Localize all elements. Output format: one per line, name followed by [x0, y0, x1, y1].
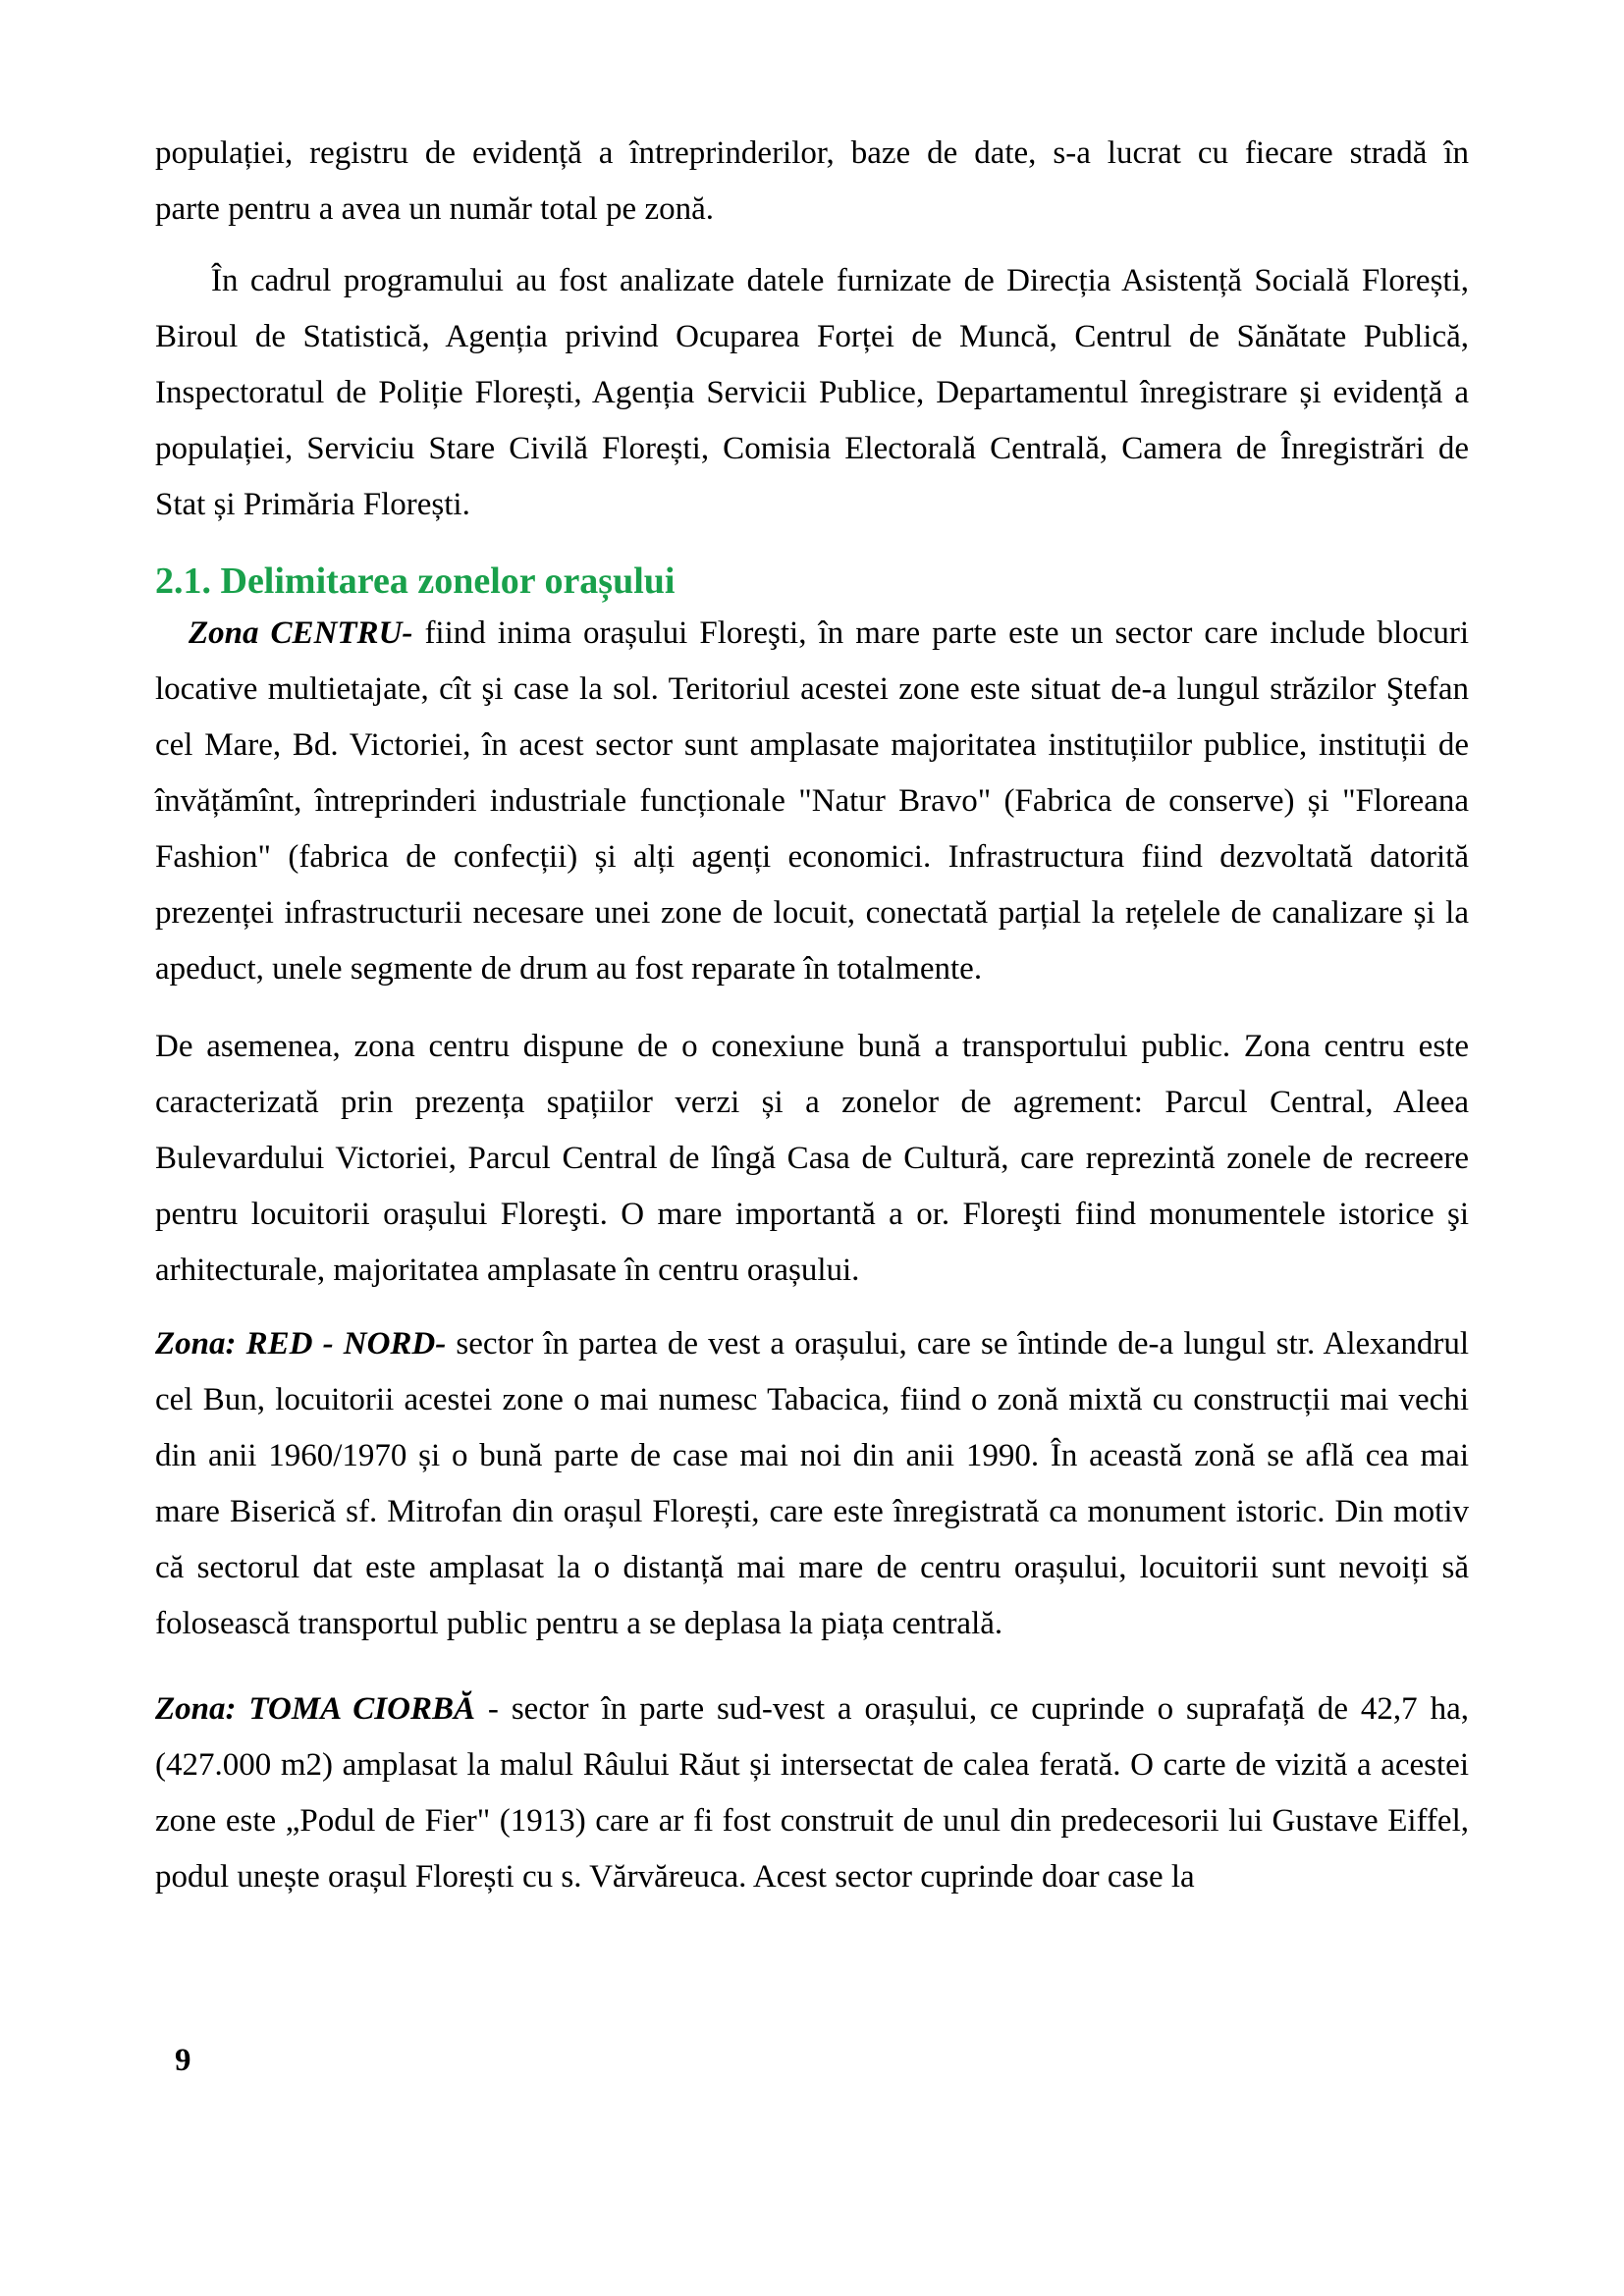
text-line: [155, 1372, 1469, 1428]
text-line: [155, 885, 1469, 941]
paragraph-zona-toma-ciorba: [155, 1682, 1469, 1905]
zone-label: Zona: TOMA CIORBĂ: [155, 1691, 475, 1727]
text-segment: populației, registru de evidență a întreprinderilor, baze de date, s-a lucrat cu fiecare stradă în: [155, 135, 1469, 171]
text-line: [155, 718, 1469, 774]
text-line: [155, 1243, 1469, 1299]
text-segment: Biroul de Statistică, Agenția privind Ocuparea Forței de Muncă, Centrul de Sănătate Publică,: [155, 319, 1469, 354]
text-segment: caracterizată prin prezența spațiilor verzi și a zonelor de agrement: Parcul Central, Aleea: [155, 1085, 1469, 1120]
paragraph-zona-centru-amenities: [155, 1019, 1469, 1299]
text-segment: (427.000 m2) amplasat la malul Râului Răut și intersectat de calea ferată. O carte de vizită a acestei: [155, 1747, 1469, 1783]
text-line: [155, 126, 1469, 182]
text-segment: cel Mare, Bd. Victoriei, în acest sector sunt amplasate majoritatea instituțiilor publice, instituții de: [155, 727, 1469, 763]
text-segment: cel Bun, locuitorii acestei zone o mai numesc Tabacica, fiind o zonă mixtă cu construcții mai vechi: [155, 1382, 1469, 1417]
text-segment: zone este „Podul de Fier" (1913) care ar fi fost construit de unul din predecesorii lui Gustave Eiffel,: [155, 1803, 1469, 1839]
text-segment: parte pentru a avea un număr total pe zonă.: [155, 191, 714, 227]
text-segment: Fashion" (fabrica de confecții) și alți agenți economici. Infrastructura fiind dezvoltată datorită: [155, 839, 1469, 875]
text-line: [155, 1682, 1469, 1737]
text-line: [155, 365, 1469, 421]
text-line: [155, 421, 1469, 477]
text-line: [155, 662, 1469, 718]
text-segment: De asemenea, zona centru dispune de o conexiune bună a transportului public. Zona centru este: [155, 1029, 1469, 1064]
paragraph-zona-red-nord: [155, 1316, 1469, 1652]
text-line: [155, 253, 1469, 309]
text-segment: apeduct, unele segmente de drum au fost reparate în totalmente.: [155, 951, 983, 987]
text-line: [155, 1019, 1469, 1075]
text-line: [155, 1187, 1469, 1243]
text-line: [155, 1484, 1469, 1540]
text-line: [155, 1428, 1469, 1484]
text-line: [155, 1737, 1469, 1793]
text-segment: că sectorul dat este amplasat la o distanță mai mare de centru orașului, locuitorii sunt nevoiți să: [155, 1550, 1469, 1585]
text-segment: podul unește orașul Florești cu s. Vărvăreuca. Acest sector cuprinde doar case la: [155, 1859, 1195, 1895]
text-line: [155, 606, 1469, 662]
text-line: [155, 1316, 1469, 1372]
text-line: [155, 477, 1469, 533]
text-line: [155, 1075, 1469, 1131]
text-segment: pentru locuitorii orașului Floreşti. O mare importantă a or. Floreşti fiind monumentele istorice şi: [155, 1197, 1469, 1232]
text-line: [155, 1849, 1469, 1905]
section-heading: 2.1. Delimitarea zonelor orașului: [155, 561, 676, 602]
text-segment: sector în partea de vest a orașului, care se întinde de-a lungul str. Alexandrul: [446, 1326, 1469, 1362]
page-number: 9: [175, 2043, 191, 2078]
text-segment: În cadrul programului au fost analizate datele furnizate de Direcția Asistență Socială Florești,: [211, 263, 1469, 298]
text-segment: Stat și Primăria Florești.: [155, 487, 470, 522]
text-segment: fiind inima orașului Floreşti, în mare parte este un sector care include blocuri: [412, 615, 1469, 651]
text-line: [155, 1793, 1469, 1849]
paragraph-program-data-sources: [155, 253, 1469, 533]
text-segment: locative multietajate, cît şi case la sol. Teritoriul acestei zone este situat de-a lungul străzilor Ştefan: [155, 671, 1469, 707]
paragraph-intro-continuation: [155, 126, 1469, 238]
text-segment: prezenței infrastructurii necesare unei zone de locuit, conectată parțial la rețelele de canalizare și la: [155, 895, 1469, 931]
text-segment: populației, Serviciu Stare Civilă Florești, Comisia Electorală Centrală, Camera de Înregistrări de: [155, 431, 1469, 466]
text-segment: arhitecturale, majoritatea amplasate în centru orașului.: [155, 1253, 860, 1288]
text-segment: folosească transportul public pentru a se deplasa la piața centrală.: [155, 1606, 1003, 1641]
paragraph-zona-centru: [155, 606, 1469, 997]
text-segment: Inspectoratul de Poliție Florești, Agenția Servicii Publice, Departamentul înregistrare și evidență a: [155, 375, 1469, 410]
text-segment: - sector în parte sud-vest a orașului, ce cuprinde o suprafață de 42,7 ha,: [475, 1691, 1469, 1727]
text-line: [155, 182, 1469, 238]
zone-label: Zona CENTRU-: [189, 615, 413, 651]
text-line: [155, 1540, 1469, 1596]
text-segment: Bulevardului Victoriei, Parcul Central de lîngă Casa de Cultură, care reprezintă zonele de recreere: [155, 1141, 1469, 1176]
text-segment: din anii 1960/1970 și o bună parte de case mai noi din anii 1990. În această zonă se află cea mai: [155, 1438, 1469, 1473]
text-line: [155, 1596, 1469, 1652]
text-segment: învățămînt, întreprinderi industriale funcționale "Natur Bravo" (Fabrica de conserve) și "Floreana: [155, 783, 1469, 819]
text-line: [155, 309, 1469, 365]
text-segment: mare Biserică sf. Mitrofan din orașul Florești, care este înregistrată ca monument istoric. Din motiv: [155, 1494, 1469, 1529]
text-line: [155, 829, 1469, 885]
text-line: [155, 774, 1469, 829]
text-line: [155, 1131, 1469, 1187]
text-line: [155, 941, 1469, 997]
zone-label: Zona: RED - NORD-: [155, 1326, 447, 1362]
document-body: [155, 126, 1469, 1905]
